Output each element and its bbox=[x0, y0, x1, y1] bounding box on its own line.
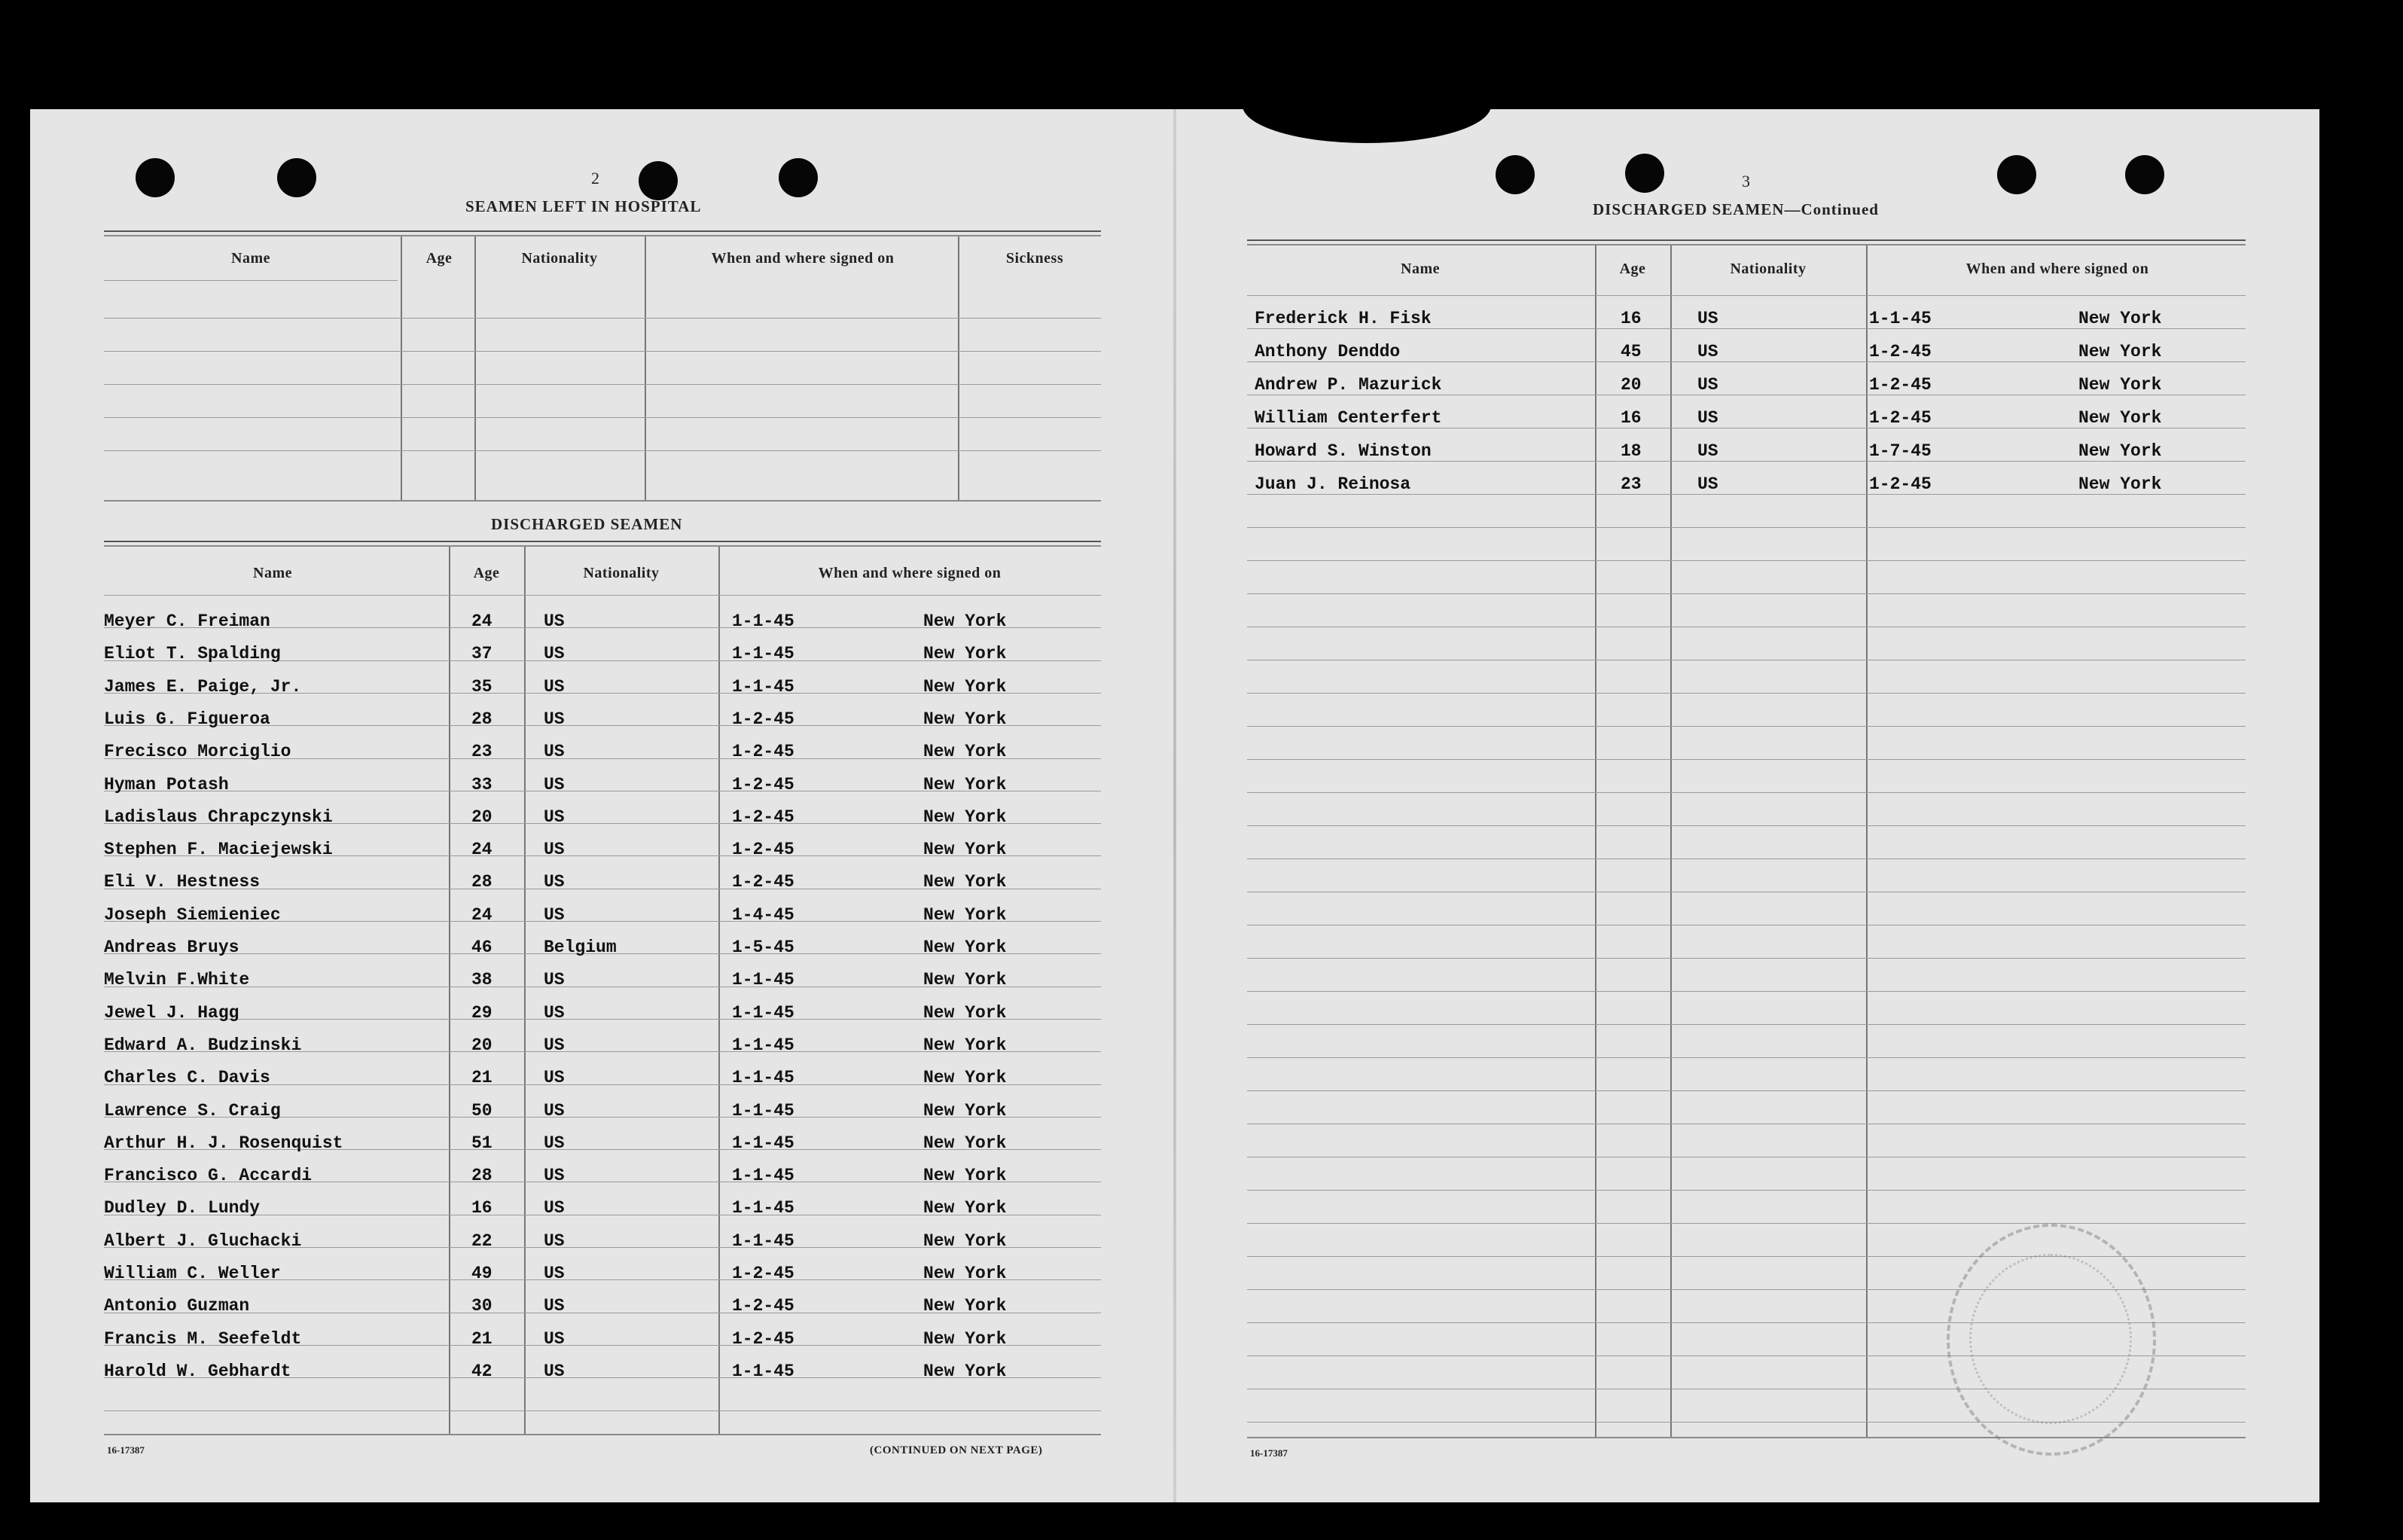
seaman-name: Ladislaus Chrapczynski bbox=[104, 807, 333, 827]
row-rule bbox=[1247, 858, 2246, 859]
signed-on-date: 1-1-45 bbox=[732, 676, 794, 697]
signed-on-date: 1-2-45 bbox=[732, 1264, 794, 1283]
column-rule bbox=[1670, 245, 1672, 1437]
seaman-name: Joseph Siemieniec bbox=[104, 904, 281, 925]
signed-on-place: New York bbox=[923, 1230, 1007, 1251]
seaman-nationality: US bbox=[544, 1166, 565, 1186]
seaman-age: 16 bbox=[1621, 309, 1642, 328]
signed-on-place: New York bbox=[923, 872, 1007, 892]
seaman-name: William Centerfert bbox=[1255, 408, 1442, 428]
seaman-nationality: US bbox=[544, 1230, 565, 1251]
seaman-nationality: Belgium bbox=[544, 938, 617, 957]
signed-on-place: New York bbox=[923, 1068, 1007, 1088]
signed-on-date: 1-1-45 bbox=[732, 1198, 794, 1218]
table-rule bbox=[104, 230, 1101, 232]
seaman-age: 42 bbox=[471, 1361, 492, 1381]
hospital-section-title: SEAMEN LEFT IN HOSPITAL bbox=[465, 197, 702, 215]
signed-on-date: 1-1-45 bbox=[732, 1068, 794, 1088]
signed-on-date: 1-5-45 bbox=[732, 938, 794, 957]
seaman-age: 33 bbox=[471, 774, 492, 794]
signed-on-date: 1-1-45 bbox=[732, 1166, 794, 1186]
seaman-age: 21 bbox=[471, 1068, 492, 1088]
seaman-age: 23 bbox=[471, 742, 492, 762]
signed-on-place: New York bbox=[2078, 408, 2162, 428]
seaman-name: Luis G. Figueroa bbox=[104, 709, 270, 729]
column-header-0: Name bbox=[253, 565, 292, 581]
signed-on-place: New York bbox=[923, 1166, 1007, 1186]
signed-on-date: 1-1-45 bbox=[1869, 309, 1932, 328]
column-header-3: When and where signed on bbox=[1965, 261, 2149, 277]
seaman-name: Meyer C. Freiman bbox=[104, 611, 270, 631]
seaman-age: 16 bbox=[471, 1198, 492, 1218]
signed-on-place: New York bbox=[923, 774, 1007, 794]
row-rule bbox=[1247, 1090, 2246, 1091]
header-rule bbox=[104, 280, 398, 281]
row-rule bbox=[104, 351, 1101, 352]
row-rule bbox=[1247, 726, 2246, 727]
signed-on-place: New York bbox=[2078, 474, 2162, 494]
signed-on-date: 1-1-45 bbox=[732, 970, 794, 990]
column-rule bbox=[1595, 245, 1596, 1437]
signed-on-place: New York bbox=[923, 742, 1007, 762]
seaman-name: Charles C. Davis bbox=[104, 1068, 270, 1088]
signed-on-place: New York bbox=[923, 1100, 1007, 1121]
seaman-name: Eliot T. Spalding bbox=[104, 644, 281, 664]
seaman-nationality: US bbox=[544, 872, 565, 892]
seaman-nationality: US bbox=[544, 1035, 565, 1055]
seaman-nationality: US bbox=[544, 1100, 565, 1121]
column-header-1: Age bbox=[473, 565, 500, 581]
right-section-title: DISCHARGED SEAMEN—Continued bbox=[1593, 200, 1879, 218]
signed-on-date: 1-1-45 bbox=[732, 644, 794, 664]
row-rule bbox=[1247, 1024, 2246, 1025]
punch-hole bbox=[277, 158, 316, 197]
row-rule bbox=[1247, 527, 2246, 528]
column-rule bbox=[958, 236, 959, 500]
right-form-code: 16-17387 bbox=[1250, 1447, 1288, 1459]
seaman-name: Edward A. Budzinski bbox=[104, 1035, 302, 1055]
row-rule bbox=[1247, 1057, 2246, 1058]
seaman-nationality: US bbox=[544, 1002, 565, 1023]
row-rule bbox=[1247, 593, 2246, 594]
hospital-header-2: Nationality bbox=[521, 250, 598, 267]
row-rule bbox=[1247, 925, 2246, 926]
seaman-name: Francisco G. Accardi bbox=[104, 1166, 313, 1186]
left-page-number: 2 bbox=[591, 169, 599, 188]
row-rule bbox=[1247, 1223, 2246, 1224]
row-rule bbox=[1247, 958, 2246, 959]
seaman-age: 28 bbox=[471, 709, 492, 729]
seaman-name: Albert J. Gluchacki bbox=[104, 1230, 302, 1251]
seaman-name: Andrew P. Mazurick bbox=[1255, 375, 1442, 395]
table-rule bbox=[1247, 239, 2246, 241]
seaman-nationality: US bbox=[544, 970, 565, 990]
punch-hole bbox=[136, 158, 175, 197]
row-rule bbox=[104, 384, 1101, 385]
hospital-header-0: Name bbox=[231, 250, 270, 267]
column-rule bbox=[1866, 245, 1868, 1437]
seaman-name: Lawrence S. Craig bbox=[104, 1100, 281, 1121]
seaman-name: Arthur H. J. Rosenquist bbox=[104, 1133, 343, 1153]
discharged-section-title: DISCHARGED SEAMEN bbox=[491, 515, 683, 533]
seaman-age: 30 bbox=[471, 1296, 492, 1316]
row-rule bbox=[1247, 759, 2246, 760]
row-rule bbox=[1247, 461, 2246, 462]
table-rule bbox=[1247, 244, 2246, 245]
signed-on-date: 1-1-45 bbox=[732, 1133, 794, 1153]
signed-on-date: 1-1-45 bbox=[732, 1035, 794, 1055]
row-rule bbox=[104, 1410, 1101, 1411]
seaman-age: 24 bbox=[471, 904, 492, 925]
signed-on-date: 1-2-45 bbox=[732, 709, 794, 729]
seaman-age: 35 bbox=[471, 676, 492, 697]
seaman-name: Stephen F. Maciejewski bbox=[104, 840, 333, 860]
right-page-number: 3 bbox=[1742, 172, 1750, 191]
column-header-1: Age bbox=[1619, 261, 1646, 277]
row-rule bbox=[1247, 693, 2246, 694]
seaman-age: 18 bbox=[1621, 441, 1642, 461]
signed-on-place: New York bbox=[923, 970, 1007, 990]
seaman-age: 21 bbox=[471, 1328, 492, 1349]
seaman-nationality: US bbox=[544, 1133, 565, 1153]
seaman-age: 20 bbox=[1621, 375, 1642, 395]
seaman-nationality: US bbox=[1697, 375, 1718, 395]
punch-hole bbox=[1496, 155, 1535, 194]
row-rule bbox=[1247, 295, 2246, 296]
signed-on-place: New York bbox=[923, 644, 1007, 664]
seaman-nationality: US bbox=[1697, 309, 1718, 328]
signed-on-place: New York bbox=[923, 1264, 1007, 1283]
seaman-age: 16 bbox=[1621, 408, 1642, 428]
seaman-name: Dudley D. Lundy bbox=[104, 1198, 261, 1218]
seaman-nationality: US bbox=[544, 1328, 565, 1349]
signed-on-place: New York bbox=[2078, 375, 2162, 395]
signed-on-place: New York bbox=[923, 611, 1007, 631]
seaman-age: 38 bbox=[471, 970, 492, 990]
table-rule bbox=[104, 235, 1101, 236]
seaman-age: 20 bbox=[471, 807, 492, 827]
signed-on-place: New York bbox=[923, 938, 1007, 957]
seaman-age: 28 bbox=[471, 1166, 492, 1186]
seaman-nationality: US bbox=[544, 676, 565, 697]
signed-on-place: New York bbox=[2078, 309, 2162, 328]
table-rule bbox=[104, 545, 1101, 547]
seaman-nationality: US bbox=[544, 774, 565, 794]
row-rule bbox=[1247, 328, 2246, 329]
signed-on-place: New York bbox=[923, 709, 1007, 729]
signed-on-date: 1-2-45 bbox=[1869, 342, 1932, 361]
seaman-name: Juan J. Reinosa bbox=[1255, 474, 1411, 494]
seaman-nationality: US bbox=[544, 1068, 565, 1088]
hospital-header-4: Sickness bbox=[1005, 250, 1064, 267]
seaman-name: Frecisco Morciglio bbox=[104, 742, 291, 762]
signed-on-place: New York bbox=[923, 904, 1007, 925]
signed-on-date: 1-1-45 bbox=[732, 1230, 794, 1251]
signed-on-date: 1-2-45 bbox=[732, 774, 794, 794]
row-rule bbox=[1247, 991, 2246, 992]
left-form-code: 16-17387 bbox=[107, 1444, 145, 1456]
seaman-age: 37 bbox=[471, 644, 492, 664]
signed-on-place: New York bbox=[923, 676, 1007, 697]
seaman-name: Hyman Potash bbox=[104, 774, 229, 794]
column-rule bbox=[401, 236, 402, 500]
seaman-age: 51 bbox=[471, 1133, 492, 1153]
seaman-age: 50 bbox=[471, 1100, 492, 1121]
signed-on-place: New York bbox=[923, 807, 1007, 827]
seaman-age: 49 bbox=[471, 1264, 492, 1283]
seaman-nationality: US bbox=[544, 1296, 565, 1316]
signed-on-date: 1-2-45 bbox=[732, 742, 794, 762]
signed-on-date: 1-2-45 bbox=[732, 1296, 794, 1316]
punch-hole bbox=[779, 158, 818, 197]
punch-hole bbox=[1997, 155, 2036, 194]
signed-on-date: 1-2-45 bbox=[1869, 408, 1932, 428]
signed-on-date: 1-1-45 bbox=[732, 1100, 794, 1121]
seaman-name: Francis M. Seefeldt bbox=[104, 1328, 302, 1349]
seaman-age: 22 bbox=[471, 1230, 492, 1251]
row-rule bbox=[1247, 560, 2246, 561]
column-header-2: Nationality bbox=[583, 565, 660, 581]
table-rule bbox=[104, 1434, 1101, 1435]
seaman-age: 29 bbox=[471, 1002, 492, 1023]
seaman-name: Jewel J. Hagg bbox=[104, 1002, 239, 1023]
faded-official-stamp-inner bbox=[1969, 1254, 2132, 1424]
seaman-nationality: US bbox=[544, 709, 565, 729]
hospital-header-1: Age bbox=[425, 250, 453, 267]
table-rule bbox=[104, 500, 1101, 502]
signed-on-date: 1-1-45 bbox=[732, 611, 794, 631]
seaman-name: Antonio Guzman bbox=[104, 1296, 250, 1316]
signed-on-date: 1-2-45 bbox=[1869, 474, 1932, 494]
signed-on-date: 1-2-45 bbox=[1869, 375, 1932, 395]
seaman-name: Anthony Denddo bbox=[1255, 342, 1401, 361]
seaman-nationality: US bbox=[544, 1361, 565, 1381]
seaman-name: Harold W. Gebhardt bbox=[104, 1361, 291, 1381]
signed-on-place: New York bbox=[923, 1361, 1007, 1381]
column-rule bbox=[718, 547, 720, 1434]
signed-on-date: 1-2-45 bbox=[732, 840, 794, 860]
seaman-nationality: US bbox=[544, 904, 565, 925]
seaman-nationality: US bbox=[544, 1198, 565, 1218]
signed-on-place: New York bbox=[2078, 441, 2162, 461]
signed-on-place: New York bbox=[2078, 342, 2162, 361]
hospital-header-3: When and where signed on bbox=[711, 250, 895, 267]
seaman-name: Melvin F.White bbox=[104, 970, 250, 990]
column-header-2: Nationality bbox=[1730, 261, 1807, 277]
row-rule bbox=[104, 318, 1101, 319]
row-rule bbox=[1247, 1190, 2246, 1191]
seaman-nationality: US bbox=[544, 611, 565, 631]
table-rule bbox=[104, 541, 1101, 542]
seaman-nationality: US bbox=[544, 840, 565, 860]
seaman-name: Frederick H. Fisk bbox=[1255, 309, 1432, 328]
signed-on-place: New York bbox=[923, 1133, 1007, 1153]
row-rule bbox=[1247, 792, 2246, 793]
column-header-0: Name bbox=[1401, 261, 1440, 277]
punch-hole bbox=[1625, 154, 1664, 193]
continued-note: (CONTINUED ON NEXT PAGE) bbox=[870, 1444, 1043, 1456]
signed-on-place: New York bbox=[923, 1002, 1007, 1023]
seaman-age: 28 bbox=[471, 872, 492, 892]
row-rule bbox=[1247, 494, 2246, 495]
column-rule bbox=[474, 236, 476, 500]
seaman-nationality: US bbox=[544, 1264, 565, 1283]
punch-hole bbox=[639, 161, 678, 200]
signed-on-place: New York bbox=[923, 1296, 1007, 1316]
signed-on-place: New York bbox=[923, 1328, 1007, 1349]
seaman-name: Eli V. Hestness bbox=[104, 872, 261, 892]
seaman-age: 46 bbox=[471, 938, 492, 957]
column-header-3: When and where signed on bbox=[818, 565, 1002, 581]
row-rule bbox=[104, 417, 1101, 418]
signed-on-date: 1-1-45 bbox=[732, 1002, 794, 1023]
signed-on-date: 1-2-45 bbox=[732, 1328, 794, 1349]
row-rule bbox=[1247, 361, 2246, 362]
punch-hole bbox=[2125, 155, 2164, 194]
seaman-nationality: US bbox=[1697, 408, 1718, 428]
seaman-name: William C. Weller bbox=[104, 1264, 281, 1283]
signed-on-date: 1-2-45 bbox=[732, 807, 794, 827]
signed-on-place: New York bbox=[923, 840, 1007, 860]
column-rule bbox=[449, 547, 450, 1434]
seaman-name: Andreas Bruys bbox=[104, 938, 239, 957]
seaman-nationality: US bbox=[544, 742, 565, 762]
seaman-age: 24 bbox=[471, 840, 492, 860]
column-rule bbox=[524, 547, 526, 1434]
seaman-nationality: US bbox=[1697, 474, 1718, 494]
seaman-nationality: US bbox=[1697, 342, 1718, 361]
seaman-age: 23 bbox=[1621, 474, 1642, 494]
signed-on-date: 1-4-45 bbox=[732, 904, 794, 925]
signed-on-date: 1-1-45 bbox=[732, 1361, 794, 1381]
row-rule bbox=[104, 450, 1101, 451]
signed-on-place: New York bbox=[923, 1198, 1007, 1218]
page-fold bbox=[1173, 109, 1176, 1502]
seaman-age: 24 bbox=[471, 611, 492, 631]
seaman-name: Howard S. Winston bbox=[1255, 441, 1432, 461]
seaman-name: James E. Paige, Jr. bbox=[104, 676, 302, 697]
signed-on-date: 1-7-45 bbox=[1869, 441, 1932, 461]
seaman-nationality: US bbox=[544, 807, 565, 827]
row-rule bbox=[104, 595, 1101, 596]
seaman-nationality: US bbox=[544, 644, 565, 664]
row-rule bbox=[1247, 825, 2246, 826]
column-rule bbox=[645, 236, 646, 500]
seaman-age: 45 bbox=[1621, 342, 1642, 361]
signed-on-date: 1-2-45 bbox=[732, 872, 794, 892]
seaman-age: 20 bbox=[471, 1035, 492, 1055]
signed-on-place: New York bbox=[923, 1035, 1007, 1055]
seaman-nationality: US bbox=[1697, 441, 1718, 461]
